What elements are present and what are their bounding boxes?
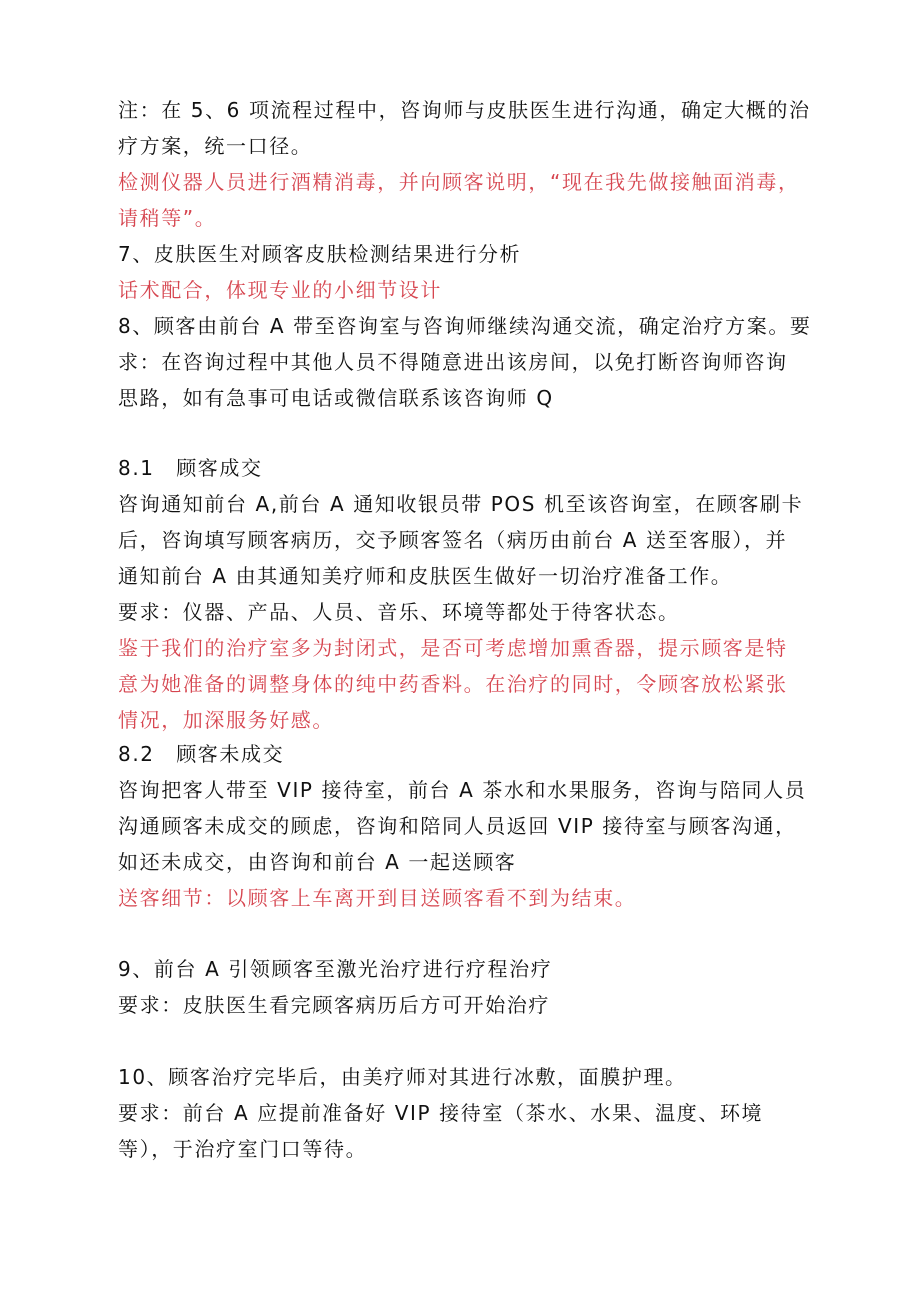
highlight-line-6: 情况，加深服务好感。: [118, 708, 334, 732]
note-line-2: 疗方案，统一口径。: [118, 134, 313, 158]
step-8-line-3: 思路，如有急事可电话或微信联系该咨询师 Q: [118, 386, 554, 410]
step-9-heading: 9、前台 A 引领顾客至激光治疗进行疗程治疗: [118, 957, 553, 981]
section-8-1-heading: 8.1 顾客成交: [118, 456, 263, 480]
step-10-heading: 10、顾客治疗完毕后，由美疗师对其进行冰敷，面膜护理。: [118, 1065, 687, 1089]
step-9-requirement: 要求：皮肤医生看完顾客病历后方可开始治疗: [118, 993, 550, 1017]
highlight-line-4: 鉴于我们的治疗室多为封闭式，是否可考虑增加熏香器，提示顾客是特: [118, 636, 788, 660]
note-line-1: 注：在 5、6 项流程过程中，咨询师与皮肤医生进行沟通，确定大概的治: [118, 98, 811, 122]
highlight-line-1: 检测仪器人员进行酒精消毒，并向顾客说明，“现在我先做接触面消毒，: [118, 170, 800, 194]
step-10-requirement-1: 要求：前台 A 应提前准备好 VIP 接待室（茶水、水果、温度、环境: [118, 1101, 764, 1125]
section-8-1-line-2: 后，咨询填写顾客病历，交予顾客签名（病历由前台 A 送至客服），并: [118, 528, 788, 552]
section-8-2-line-2: 沟通顾客未成交的顾虑，咨询和陪同人员返回 VIP 接待室与顾客沟通，: [118, 814, 797, 838]
section-8-1-requirement: 要求：仪器、产品、人员、音乐、环境等都处于待客状态。: [118, 600, 680, 624]
section-8-1-line-1: 咨询通知前台 A,前台 A 通知收银员带 POS 机至该咨询室，在顾客刷卡: [118, 492, 804, 516]
highlight-line-3: 话术配合，体现专业的小细节设计: [118, 278, 442, 302]
step-8-line-1: 8、顾客由前台 A 带至咨询室与咨询师继续沟通交流，确定治疗方案。要: [118, 314, 812, 338]
section-8-2-line-3: 如还未成交，由咨询和前台 A 一起送顾客: [118, 850, 517, 874]
highlight-line-5: 意为她准备的调整身体的纯中药香料。在治疗的同时，令顾客放松紧张: [118, 672, 788, 696]
highlight-line-2: 请稍等”。: [118, 206, 217, 230]
section-8-1-line-3: 通知前台 A 由其通知美疗师和皮肤医生做好一切治疗准备工作。: [118, 564, 733, 588]
section-8-2-heading: 8.2 顾客未成交: [118, 742, 285, 766]
highlight-line-7: 送客细节：以顾客上车离开到目送顾客看不到为结束。: [118, 886, 637, 910]
step-8-line-2: 求：在咨询过程中其他人员不得随意进出该房间，以免打断咨询师咨询: [118, 350, 788, 374]
section-8-2-line-1: 咨询把客人带至 VIP 接待室，前台 A 茶水和水果服务，咨询与陪同人员: [118, 778, 807, 802]
step-7-heading: 7、皮肤医生对顾客皮肤检测结果进行分析: [118, 242, 522, 266]
step-10-requirement-2: 等），于治疗室门口等待。: [118, 1137, 368, 1161]
